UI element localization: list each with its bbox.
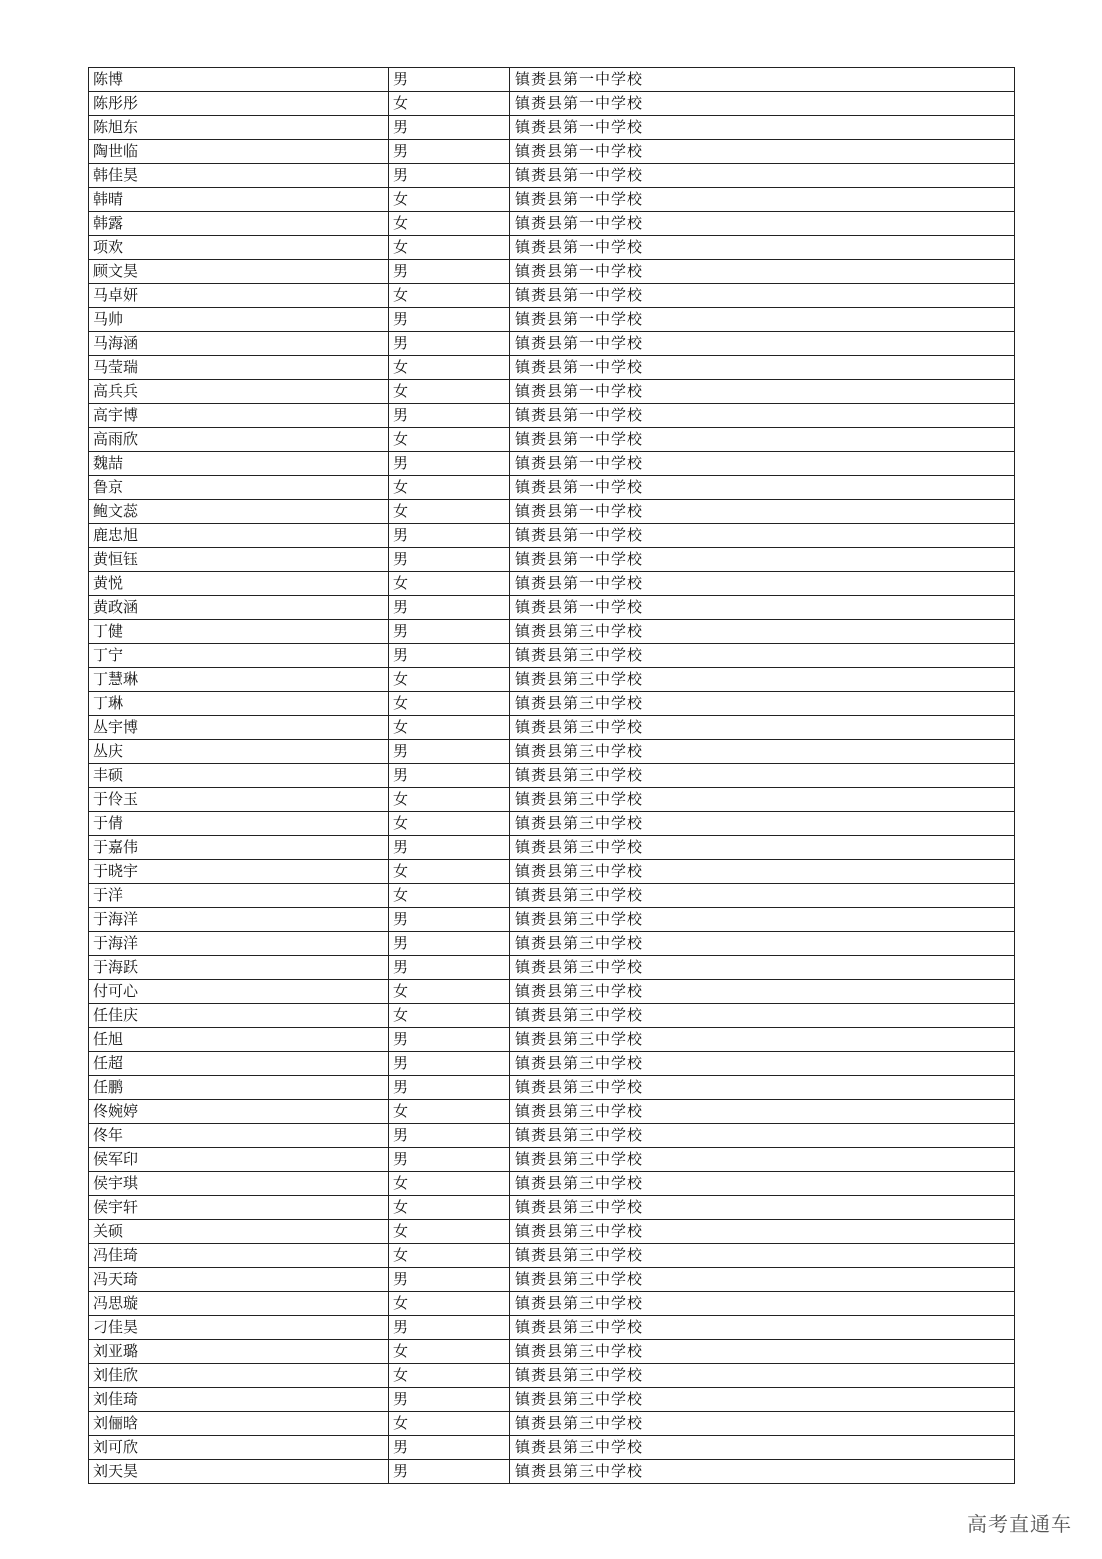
school-cell: 镇赉县第一中学校 — [510, 284, 1015, 308]
gender-cell: 女 — [389, 788, 510, 812]
student-name-cell: 丁琳 — [89, 692, 389, 716]
table-row — [89, 692, 1015, 716]
school-cell: 镇赉县第三中学校 — [510, 908, 1015, 932]
student-name-cell: 于倩 — [89, 812, 389, 836]
table-row — [89, 188, 1015, 212]
student-name-cell: 马帅 — [89, 308, 389, 332]
table-row — [89, 476, 1015, 500]
table-row — [89, 1124, 1015, 1148]
school-cell: 镇赉县第三中学校 — [510, 860, 1015, 884]
table-row — [89, 212, 1015, 236]
table-row — [89, 1220, 1015, 1244]
school-cell: 镇赉县第一中学校 — [510, 188, 1015, 212]
table-row — [89, 308, 1015, 332]
table-row — [89, 500, 1015, 524]
table-row — [89, 620, 1015, 644]
school-cell: 镇赉县第一中学校 — [510, 500, 1015, 524]
gender-cell: 女 — [389, 884, 510, 908]
table-row — [89, 1004, 1015, 1028]
student-name-cell: 鲍文蕊 — [89, 500, 389, 524]
school-cell: 镇赉县第三中学校 — [510, 1052, 1015, 1076]
student-name-cell: 于伶玉 — [89, 788, 389, 812]
table-row — [89, 140, 1015, 164]
school-cell: 镇赉县第三中学校 — [510, 1460, 1015, 1484]
table-row — [89, 1316, 1015, 1340]
gender-cell: 女 — [389, 716, 510, 740]
student-name-cell: 韩露 — [89, 212, 389, 236]
school-cell: 镇赉县第三中学校 — [510, 956, 1015, 980]
school-cell: 镇赉县第三中学校 — [510, 1004, 1015, 1028]
table-row — [89, 548, 1015, 572]
student-name-cell: 于海洋 — [89, 932, 389, 956]
table-row — [89, 404, 1015, 428]
table-row — [89, 716, 1015, 740]
table-row — [89, 764, 1015, 788]
student-name-cell: 马莹瑞 — [89, 356, 389, 380]
school-cell: 镇赉县第一中学校 — [510, 332, 1015, 356]
student-name-cell: 高宇博 — [89, 404, 389, 428]
school-cell: 镇赉县第一中学校 — [510, 404, 1015, 428]
table-row — [89, 1052, 1015, 1076]
student-name-cell: 陶世临 — [89, 140, 389, 164]
student-name-cell: 刘可欣 — [89, 1436, 389, 1460]
table-row — [89, 884, 1015, 908]
gender-cell: 男 — [389, 956, 510, 980]
gender-cell: 女 — [389, 476, 510, 500]
school-cell: 镇赉县第三中学校 — [510, 812, 1015, 836]
school-cell: 镇赉县第三中学校 — [510, 716, 1015, 740]
table-row — [89, 1436, 1015, 1460]
table-row — [89, 1364, 1015, 1388]
school-cell: 镇赉县第三中学校 — [510, 1316, 1015, 1340]
student-name-cell: 马卓妍 — [89, 284, 389, 308]
school-cell: 镇赉县第三中学校 — [510, 1436, 1015, 1460]
student-name-cell: 佟年 — [89, 1124, 389, 1148]
student-name-cell: 黄恒钰 — [89, 548, 389, 572]
school-cell: 镇赉县第三中学校 — [510, 932, 1015, 956]
table-row — [89, 1076, 1015, 1100]
gender-cell: 男 — [389, 1124, 510, 1148]
table-row — [89, 860, 1015, 884]
school-cell: 镇赉县第三中学校 — [510, 1268, 1015, 1292]
student-name-cell: 刘亚璐 — [89, 1340, 389, 1364]
school-cell: 镇赉县第一中学校 — [510, 68, 1015, 92]
school-cell: 镇赉县第三中学校 — [510, 1244, 1015, 1268]
student-name-cell: 鹿忠旭 — [89, 524, 389, 548]
table-row — [89, 1340, 1015, 1364]
gender-cell: 男 — [389, 836, 510, 860]
student-name-cell: 于嘉伟 — [89, 836, 389, 860]
gender-cell: 女 — [389, 428, 510, 452]
school-cell: 镇赉县第一中学校 — [510, 164, 1015, 188]
school-cell: 镇赉县第一中学校 — [510, 140, 1015, 164]
gender-cell: 男 — [389, 260, 510, 284]
student-name-cell: 陈旭东 — [89, 116, 389, 140]
school-cell: 镇赉县第三中学校 — [510, 1340, 1015, 1364]
gender-cell: 男 — [389, 548, 510, 572]
gender-cell: 女 — [389, 1172, 510, 1196]
student-name-cell: 佟婉婷 — [89, 1100, 389, 1124]
school-cell: 镇赉县第三中学校 — [510, 740, 1015, 764]
table-row — [89, 116, 1015, 140]
gender-cell: 男 — [389, 1388, 510, 1412]
table-row — [89, 1196, 1015, 1220]
gender-cell: 男 — [389, 740, 510, 764]
student-name-cell: 任超 — [89, 1052, 389, 1076]
gender-cell: 男 — [389, 1436, 510, 1460]
table-row — [89, 164, 1015, 188]
table-row — [89, 908, 1015, 932]
student-name-cell: 任佳庆 — [89, 1004, 389, 1028]
school-cell: 镇赉县第三中学校 — [510, 1364, 1015, 1388]
student-name-cell: 丁慧琳 — [89, 668, 389, 692]
school-cell: 镇赉县第三中学校 — [510, 1124, 1015, 1148]
student-name-cell: 项欢 — [89, 236, 389, 260]
student-name-cell: 黄政涵 — [89, 596, 389, 620]
student-name-cell: 冯佳琦 — [89, 1244, 389, 1268]
student-name-cell: 马海涵 — [89, 332, 389, 356]
table-row — [89, 1028, 1015, 1052]
school-cell: 镇赉县第一中学校 — [510, 92, 1015, 116]
student-name-cell: 丛庆 — [89, 740, 389, 764]
student-roster-table — [88, 67, 1015, 1484]
student-name-cell: 高雨欣 — [89, 428, 389, 452]
table-row — [89, 1268, 1015, 1292]
student-name-cell: 刘天昊 — [89, 1460, 389, 1484]
student-name-cell: 丁宁 — [89, 644, 389, 668]
table-row — [89, 836, 1015, 860]
gender-cell: 女 — [389, 1244, 510, 1268]
gender-cell: 男 — [389, 1268, 510, 1292]
gender-cell: 男 — [389, 164, 510, 188]
table-row — [89, 644, 1015, 668]
school-cell: 镇赉县第三中学校 — [510, 644, 1015, 668]
school-cell: 镇赉县第一中学校 — [510, 548, 1015, 572]
gender-cell: 女 — [389, 212, 510, 236]
table-row — [89, 1388, 1015, 1412]
school-cell: 镇赉县第三中学校 — [510, 1100, 1015, 1124]
watermark-text: 高考直通车 — [967, 1512, 1072, 1536]
school-cell: 镇赉县第三中学校 — [510, 1412, 1015, 1436]
student-name-cell: 于洋 — [89, 884, 389, 908]
gender-cell: 女 — [389, 980, 510, 1004]
table-row — [89, 380, 1015, 404]
gender-cell: 男 — [389, 1316, 510, 1340]
student-name-cell: 刘佳欣 — [89, 1364, 389, 1388]
school-cell: 镇赉县第三中学校 — [510, 788, 1015, 812]
gender-cell: 男 — [389, 932, 510, 956]
school-cell: 镇赉县第三中学校 — [510, 764, 1015, 788]
table-row — [89, 428, 1015, 452]
gender-cell: 男 — [389, 332, 510, 356]
table-row — [89, 1460, 1015, 1484]
student-name-cell: 于晓宇 — [89, 860, 389, 884]
school-cell: 镇赉县第三中学校 — [510, 1028, 1015, 1052]
table-row — [89, 572, 1015, 596]
table-row — [89, 1100, 1015, 1124]
gender-cell: 男 — [389, 908, 510, 932]
school-cell: 镇赉县第一中学校 — [510, 212, 1015, 236]
school-cell: 镇赉县第一中学校 — [510, 596, 1015, 620]
gender-cell: 男 — [389, 1076, 510, 1100]
school-cell: 镇赉县第一中学校 — [510, 308, 1015, 332]
student-name-cell: 刘俪晗 — [89, 1412, 389, 1436]
gender-cell: 男 — [389, 1028, 510, 1052]
gender-cell: 女 — [389, 572, 510, 596]
student-name-cell: 任旭 — [89, 1028, 389, 1052]
student-name-cell: 任鹏 — [89, 1076, 389, 1100]
student-name-cell: 于海洋 — [89, 908, 389, 932]
table-row — [89, 356, 1015, 380]
school-cell: 镇赉县第三中学校 — [510, 620, 1015, 644]
school-cell: 镇赉县第三中学校 — [510, 1220, 1015, 1244]
student-name-cell: 刁佳昊 — [89, 1316, 389, 1340]
gender-cell: 女 — [389, 284, 510, 308]
school-cell: 镇赉县第三中学校 — [510, 1292, 1015, 1316]
school-cell: 镇赉县第一中学校 — [510, 452, 1015, 476]
school-cell: 镇赉县第三中学校 — [510, 836, 1015, 860]
gender-cell: 女 — [389, 812, 510, 836]
table-row — [89, 1244, 1015, 1268]
student-name-cell: 顾文昊 — [89, 260, 389, 284]
gender-cell: 女 — [389, 668, 510, 692]
school-cell: 镇赉县第三中学校 — [510, 1196, 1015, 1220]
student-name-cell: 黄悦 — [89, 572, 389, 596]
student-name-cell: 侯军印 — [89, 1148, 389, 1172]
table-row — [89, 92, 1015, 116]
school-cell: 镇赉县第一中学校 — [510, 260, 1015, 284]
student-name-cell: 韩晴 — [89, 188, 389, 212]
gender-cell: 男 — [389, 620, 510, 644]
gender-cell: 女 — [389, 356, 510, 380]
table-row — [89, 932, 1015, 956]
school-cell: 镇赉县第三中学校 — [510, 1148, 1015, 1172]
gender-cell: 女 — [389, 1100, 510, 1124]
gender-cell: 女 — [389, 380, 510, 404]
student-name-cell: 冯天琦 — [89, 1268, 389, 1292]
gender-cell: 女 — [389, 1292, 510, 1316]
school-cell: 镇赉县第一中学校 — [510, 380, 1015, 404]
gender-cell: 女 — [389, 1412, 510, 1436]
gender-cell: 女 — [389, 500, 510, 524]
gender-cell: 女 — [389, 1196, 510, 1220]
gender-cell: 女 — [389, 236, 510, 260]
gender-cell: 女 — [389, 1340, 510, 1364]
table-row — [89, 788, 1015, 812]
student-name-cell: 刘佳琦 — [89, 1388, 389, 1412]
student-name-cell: 于海跃 — [89, 956, 389, 980]
student-name-cell: 关硕 — [89, 1220, 389, 1244]
student-name-cell: 高兵兵 — [89, 380, 389, 404]
gender-cell: 男 — [389, 68, 510, 92]
table-row — [89, 740, 1015, 764]
student-name-cell: 陈彤彤 — [89, 92, 389, 116]
school-cell: 镇赉县第三中学校 — [510, 1172, 1015, 1196]
student-name-cell: 丛宇博 — [89, 716, 389, 740]
table-row — [89, 1292, 1015, 1316]
student-name-cell: 侯宇琪 — [89, 1172, 389, 1196]
school-cell: 镇赉县第一中学校 — [510, 116, 1015, 140]
school-cell: 镇赉县第三中学校 — [510, 668, 1015, 692]
gender-cell: 女 — [389, 860, 510, 884]
gender-cell: 女 — [389, 1364, 510, 1388]
table-row — [89, 812, 1015, 836]
gender-cell: 女 — [389, 92, 510, 116]
student-name-cell: 陈博 — [89, 68, 389, 92]
gender-cell: 男 — [389, 1460, 510, 1484]
table-row — [89, 284, 1015, 308]
table-row — [89, 596, 1015, 620]
gender-cell: 男 — [389, 596, 510, 620]
gender-cell: 男 — [389, 116, 510, 140]
gender-cell: 男 — [389, 404, 510, 428]
table-row — [89, 980, 1015, 1004]
student-name-cell: 丁健 — [89, 620, 389, 644]
table-row — [89, 668, 1015, 692]
school-cell: 镇赉县第一中学校 — [510, 524, 1015, 548]
student-name-cell: 丰硕 — [89, 764, 389, 788]
gender-cell: 女 — [389, 1220, 510, 1244]
gender-cell: 男 — [389, 1148, 510, 1172]
table-row — [89, 1172, 1015, 1196]
table-row — [89, 1412, 1015, 1436]
gender-cell: 女 — [389, 188, 510, 212]
gender-cell: 女 — [389, 1004, 510, 1028]
school-cell: 镇赉县第三中学校 — [510, 692, 1015, 716]
table-row — [89, 68, 1015, 92]
roster-body — [89, 68, 1015, 1484]
student-name-cell: 付可心 — [89, 980, 389, 1004]
school-cell: 镇赉县第一中学校 — [510, 476, 1015, 500]
gender-cell: 男 — [389, 764, 510, 788]
gender-cell: 男 — [389, 1052, 510, 1076]
roster-sheet — [88, 67, 1015, 1484]
school-cell: 镇赉县第三中学校 — [510, 1076, 1015, 1100]
table-row — [89, 260, 1015, 284]
table-row — [89, 332, 1015, 356]
student-name-cell: 侯宇轩 — [89, 1196, 389, 1220]
student-name-cell: 冯思璇 — [89, 1292, 389, 1316]
table-row — [89, 524, 1015, 548]
school-cell: 镇赉县第一中学校 — [510, 428, 1015, 452]
gender-cell: 男 — [389, 524, 510, 548]
school-cell: 镇赉县第一中学校 — [510, 356, 1015, 380]
school-cell: 镇赉县第一中学校 — [510, 572, 1015, 596]
gender-cell: 男 — [389, 140, 510, 164]
table-row — [89, 452, 1015, 476]
table-row — [89, 1148, 1015, 1172]
gender-cell: 男 — [389, 644, 510, 668]
school-cell: 镇赉县第三中学校 — [510, 1388, 1015, 1412]
school-cell: 镇赉县第一中学校 — [510, 236, 1015, 260]
table-row — [89, 236, 1015, 260]
table-row — [89, 956, 1015, 980]
student-name-cell: 鲁京 — [89, 476, 389, 500]
gender-cell: 男 — [389, 308, 510, 332]
student-name-cell: 韩佳昊 — [89, 164, 389, 188]
school-cell: 镇赉县第三中学校 — [510, 884, 1015, 908]
school-cell: 镇赉县第三中学校 — [510, 980, 1015, 1004]
gender-cell: 女 — [389, 692, 510, 716]
student-name-cell: 魏喆 — [89, 452, 389, 476]
gender-cell: 男 — [389, 452, 510, 476]
